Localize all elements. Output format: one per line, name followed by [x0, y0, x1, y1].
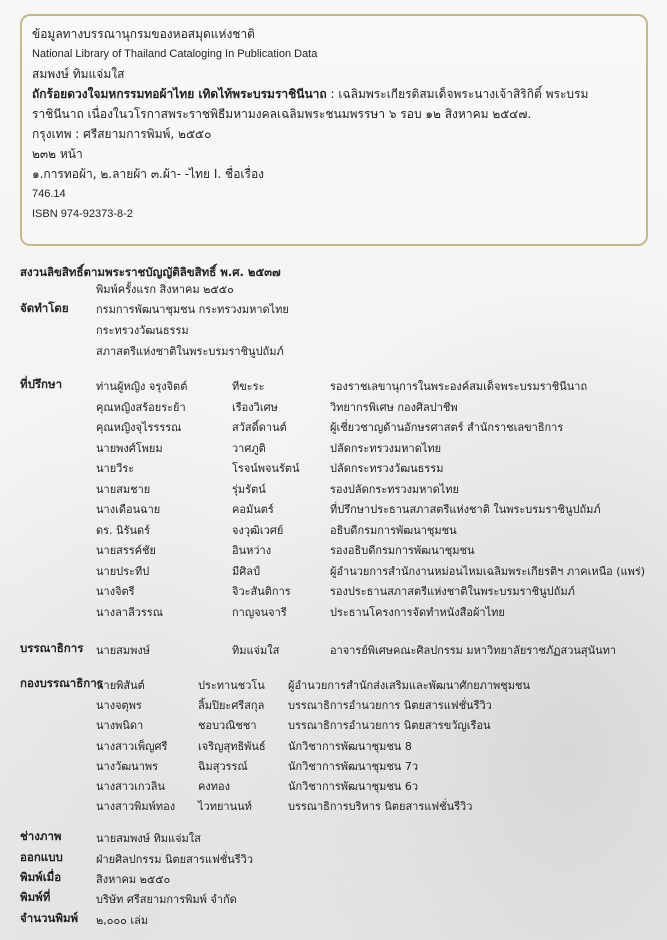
- editorial-board-label: กองบรรณาธิการ: [20, 676, 103, 690]
- advisor-first-name: นายสมชาย: [96, 482, 151, 496]
- advisor-last-name: รุ่มรัตน์: [232, 482, 266, 496]
- credit-label: พิมพ์เมื่อ: [20, 870, 62, 884]
- organizer-item: สภาสตรีแห่งชาติในพระบรมราชินูปถัมภ์: [96, 345, 284, 358]
- board-last-name: ฉิมสุวรรณ์: [198, 759, 248, 773]
- advisor-first-name: นายพงศ์โพยม: [96, 441, 163, 455]
- advisor-role: อธิบดีกรมการพัฒนาชุมชน: [330, 523, 457, 537]
- advisor-first-name: นายสรรค์ชัย: [96, 544, 156, 557]
- advisor-last-name: กาญจนจารี: [232, 605, 287, 619]
- advisor-last-name: จิวะสันติการ: [232, 585, 291, 598]
- board-first-name: นางสาวเกวลิน: [96, 780, 165, 793]
- cip-title-rest: : เฉลิมพระเกียรติสมเด็จพระนางเจ้าสิริกิติ์ พระบรม: [326, 87, 589, 101]
- advisor-first-name: ดร. นิรันดร์: [96, 523, 151, 537]
- advisor-first-name: คุณหญิงสร้อยระย้า: [96, 400, 186, 414]
- advisor-last-name: อินหว่าง: [232, 544, 272, 557]
- copyright-notice: สงวนลิขสิทธิ์ตามพระราชบัญญัติลิขสิทธิ์ พ.ศ. ๒๕๓๗: [20, 265, 281, 279]
- board-first-name: นางสาวเพ็ญศรี: [96, 739, 168, 753]
- board-first-name: นางสาวพิมพ์ทอง: [96, 800, 176, 814]
- advisor-role: รองอธิบดีกรมการพัฒนาชุมชน: [330, 544, 475, 557]
- advisor-first-name: ท่านผู้หญิง จรุงจิตต์: [96, 380, 188, 393]
- board-role: บรรณาธิการอำนวยการ นิตยสารขวัญเรือน: [288, 719, 491, 733]
- advisor-last-name: มีศิลป์: [232, 564, 260, 578]
- advisor-last-name: สวัสดิ์ดานต์: [232, 421, 287, 434]
- cip-classification: 746.14: [32, 188, 66, 200]
- board-first-name: นางจตุพร: [96, 699, 142, 713]
- board-last-name: คงทอง: [198, 780, 230, 793]
- advisor-first-name: คุณหญิงจุไรรรรณ: [96, 421, 182, 434]
- board-role: นักวิชาการพัฒนาชุมชน 6ว: [288, 780, 419, 793]
- editor-last-name: ทิมแจ่มใส: [232, 644, 280, 657]
- cip-title-bold: ถักร้อยดวงใจมหกรรมทอผ้าไทย เทิดไท้พระบรมราชินีนาถ: [32, 87, 327, 101]
- cip-box: [20, 14, 648, 246]
- organizer-label: จัดทำโดย: [20, 301, 69, 315]
- cip-isbn: ISBN 974-92373-8-2: [32, 208, 133, 220]
- credit-value: ๒,๐๐๐ เล่ม: [96, 914, 149, 927]
- cip-publisher: กรุงเทพ : ศรีสยามการพิมพ์, ๒๕๕๐: [32, 127, 212, 141]
- advisor-last-name: คอมันตร์: [232, 503, 274, 516]
- advisor-last-name: วาศภูติ: [232, 441, 266, 455]
- advisor-first-name: นายประทีป: [96, 564, 150, 578]
- board-role: บรรณาธิการอำนวยการ นิตยสารแฟชั่นรีวิว: [288, 699, 492, 713]
- editor-first-name: นายสมพงษ์: [96, 644, 150, 657]
- credit-label: จำนวนพิมพ์: [20, 911, 79, 925]
- advisor-role: ปลัดกระทรวงมหาดไทย: [330, 441, 442, 455]
- board-first-name: นางวัฒนาพร: [96, 759, 159, 773]
- cip-pages: ๒๓๒ หน้า: [32, 147, 83, 161]
- board-last-name: เจริญสุทธิพันธ์: [198, 739, 266, 753]
- first-print-line: พิมพ์ครั้งแรก สิงหาคม ๒๕๕๐: [96, 283, 234, 296]
- board-role: บรรณาธิการบริหาร นิตยสารแฟชั่นรีวิว: [288, 800, 473, 814]
- board-last-name: ประทานชวโน: [198, 679, 265, 692]
- credit-value: นายสมพงษ์ ทิมแจ่มใส: [96, 832, 201, 845]
- advisor-first-name: นางเดือนฉาย: [96, 503, 161, 516]
- cip-heading-english: National Library of Thailand Cataloging In Publication Data: [32, 48, 318, 60]
- advisor-role: ที่ปรึกษาประธานสภาสตรีแห่งชาติ ในพระบรมราชินูปถัมภ์: [330, 503, 601, 516]
- organizer-item: กระทรวงวัฒนธรรม: [96, 324, 189, 337]
- advisor-role: รองราชเลขานุการในพระองค์สมเด็จพระบรมราชินีนาถ: [330, 380, 588, 393]
- advisor-first-name: นายวีระ: [96, 462, 135, 475]
- advisor-role: ปลัดกระทรวงวัฒนธรรม: [330, 462, 444, 475]
- board-last-name: ลิ้มปิยะศรีสกุล: [198, 699, 265, 713]
- credit-value: สิงหาคม ๒๕๕๐: [96, 873, 171, 886]
- board-role: นักวิชาการพัฒนาชุมชน 7ว: [288, 759, 419, 773]
- board-first-name: นายพิสันต์: [96, 679, 145, 692]
- credit-label: ออกแบบ: [20, 850, 63, 864]
- cip-title: [32, 84, 636, 104]
- credit-value: บริษัท ศรีสยามการพิมพ์ จำกัด: [96, 893, 237, 906]
- credit-value: ฝ่ายศิลปกรรม นิตยสารแฟชั่นรีวิว: [96, 853, 254, 866]
- board-last-name: ชอบวณิชชา: [198, 719, 257, 733]
- advisor-role: ประธานโครงการจัดทำหนังสือผ้าไทย: [330, 605, 505, 619]
- advisor-last-name: เรืองวิเศษ: [232, 400, 278, 414]
- advisor-role: ผู้อำนวยการสำนักงานหม่อนไหมเฉลิมพระเกียรติฯ ภาคเหนือ (แพร่): [330, 564, 646, 578]
- advisor-first-name: นางลาลีวรรณ: [96, 605, 163, 619]
- advisor-role: ผู้เชี่ยวชาญด้านอักษรศาสตร์ สำนักราชเลขาธิการ: [330, 421, 564, 434]
- board-first-name: นางพนิดา: [96, 719, 144, 733]
- cip-title-line2: ราชินีนาถ เนื่องในวโรกาสพระราชพิธีมหามงคลเฉลิมพระชนมพรรษา ๖ รอบ ๑๒ สิงหาคม ๒๕๔๗.: [32, 107, 532, 121]
- advisor-last-name: โรจน์พจนรัตน์: [232, 462, 300, 475]
- editor-role: อาจารย์พิเศษคณะศิลปกรรม มหาวิทยาลัยราชภัฏสวนสุนันทา: [330, 644, 617, 657]
- advisors-label: ที่ปรึกษา: [20, 377, 63, 391]
- advisor-last-name: ทีขะระ: [232, 380, 265, 393]
- advisor-role: วิทยากรพิเศษ กองศิลปาชีพ: [330, 400, 458, 414]
- advisor-first-name: นางจิตรี: [96, 585, 135, 598]
- cip-subjects: ๑.การทอผ้า, ๒.ลายผ้า ๓.ผ้า- -ไทย I. ชื่อเรื่อง: [32, 167, 265, 181]
- advisor-last-name: จงวุฒิเวศย์: [232, 523, 284, 537]
- cip-heading-thai: ข้อมูลทางบรรณานุกรมของหอสมุดแห่งชาติ: [32, 27, 255, 41]
- advisor-role: รองประธานสภาสตรีแห่งชาติในพระบรมราชินูปถัมภ์: [330, 585, 575, 598]
- board-role: ผู้อำนวยการสำนักส่งเสริมและพัฒนาศักยภาพชุมชน: [288, 679, 530, 692]
- organizer-item: กรมการพัฒนาชุมชน กระทรวงมหาดไทย: [96, 303, 289, 316]
- board-role: นักวิชาการพัฒนาชุมชน 8: [288, 739, 412, 753]
- credit-label: ช่างภาพ: [20, 829, 62, 843]
- editor-label: บรรณาธิการ: [20, 641, 84, 655]
- credit-label: พิมพ์ที่: [20, 890, 51, 904]
- board-last-name: ไวทยานนท์: [198, 800, 252, 814]
- advisor-role: รองปลัดกระทรวงมหาดไทย: [330, 482, 459, 496]
- cip-author: สมพงษ์ ทิมแจ่มใส: [32, 67, 125, 81]
